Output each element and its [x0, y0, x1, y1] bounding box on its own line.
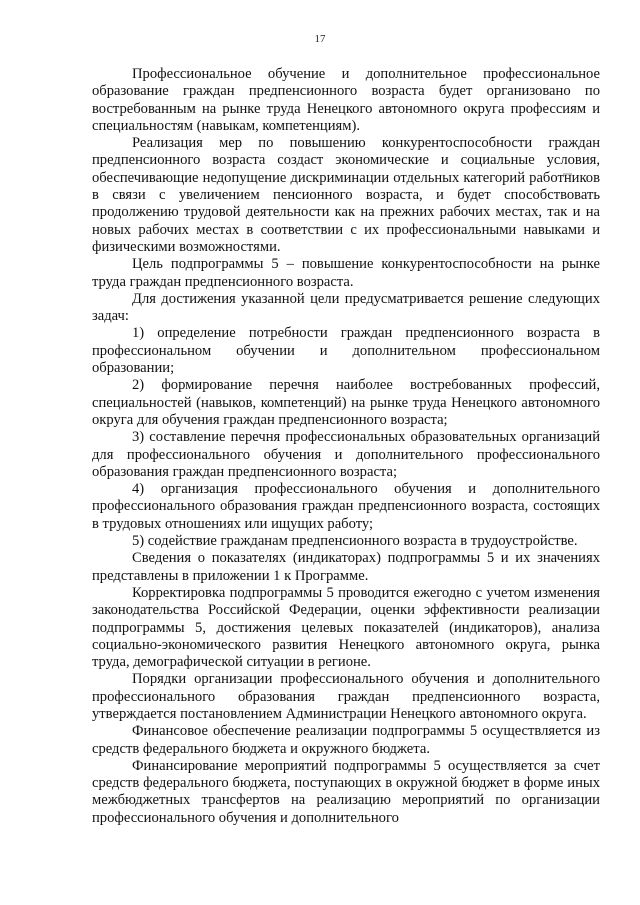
list-item-task-5: 5) содействие гражданам предпенсионного возраста в трудоустройстве. [132, 533, 578, 550]
paragraph-tasks-intro: Для достижения указанной цели предусматривается решение следующих задач: [92, 290, 600, 325]
paragraph-training-intro: Профессиональное обучение и дополнительное профессиональное образование граждан предпенсионного возраста будет организовано по востребованным на рынке труда Ненецкого автономного округа профессиям и специальностям (навыкам, компетенциям). [92, 66, 600, 134]
list-item-task-2: 2) формирование перечня наиболее востребованных профессий, специальностей (навыков, компетенций) на рынке труда Ненецкого автономного округа для обучения граждан предпенсионного возраста; [92, 377, 600, 428]
page-number: 17 [314, 33, 326, 45]
paragraph-procedures: Порядки организации профессионального обучения и дополнительного профессионального образования граждан предпенсионного возраста, утверждается постановлением Администрации Ненецкого автономного округа. [92, 671, 600, 722]
list-item-task-4: 4) организация профессионального обучения и дополнительного профессионального образования граждан предпенсионного возраста, состоящих в трудовых отношениях или ищущих работу; [92, 481, 600, 532]
paragraph-financing-details: Финансирование мероприятий подпрограммы 5 осуществляется за счет средств федерального бюджета, поступающих в окружной бюджет в форме иных межбюджетных трансфертов на реализацию мероприятий по организации профессионального обучения и дополнительного [92, 757, 600, 826]
paragraph-financing: Финансовое обеспечение реализации подпрограммы 5 осуществляется из средств федерального бюджета и окружного бюджета. [92, 723, 600, 757]
paragraph-indicators: Сведения о показателях (индикаторах) подпрограммы 5 и их значениях представлены в приложении 1 к Программе. [92, 550, 600, 584]
paragraph-measures: Реализация мер по повышению конкурентоспособности граждан предпенсионного возраста создаст экономические и социальные условия, обеспечивающие недопущение дискриминации отдельных категорий работников в связи с увеличением пенсионного возраста, и будет способствовать продолжению трудовой деятельности как на прежних рабочих местах, так и на новых рабочих местах в соответствии с их профессиональными навыками и физическими возможностями. [92, 135, 600, 255]
list-item-task-1: 1) определение потребности граждан предпенсионного возраста в профессиональном обучении и дополнительном профессиональном образовании; [92, 325, 600, 377]
list-item-task-3: 3) составление перечня профессиональных образовательных организаций для профессионального обучения и дополнительного профессионального образования граждан предпенсионного возраста; [92, 429, 600, 480]
paragraph-goal: Цель подпрограммы 5 – повышение конкурентоспособности на рынке труда граждан предпенсионного возраста. [92, 256, 600, 290]
document-body [92, 66, 600, 827]
paragraph-adjustment: Корректировка подпрограммы 5 проводится ежегодно с учетом изменения законодательства Российской Федерации, оценки эффективности реализации подпрограммы 5, достижения целевых показателей (индикаторов), анализа социально-экономического развития Ненецкого автономного округа, рынка труда, демографической ситуации в регионе. [92, 584, 600, 671]
